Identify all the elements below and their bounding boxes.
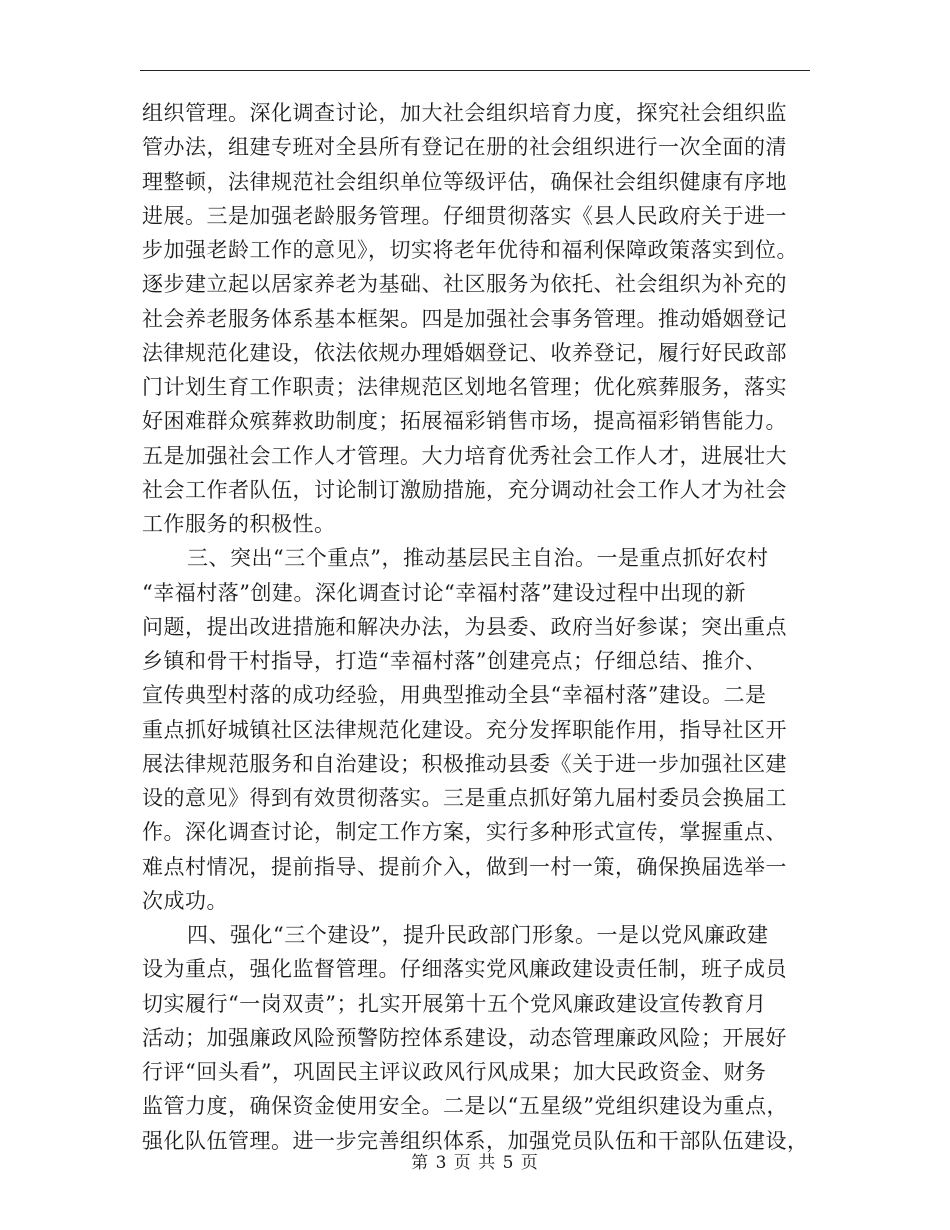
text-line: 行评“回头看”，巩固民主评议政风行风成果；加大民政资金、财务 [142,1060,767,1084]
text-line: 社会工作者队伍，讨论制订激励措施，充分调动社会工作人才为社会 [142,477,787,502]
text-line: 强化队伍管理。进一步完善组织体系，加强党员队伍和干部队伍建设， [142,1128,809,1153]
text-line: 宣传典型村落的成功经验，用典型推动全县“幸福村落”建设。二是 [142,683,767,708]
text-line: 设的意见》得到有效贯彻落实。三是重点抓好第九届村委员会换届工 [142,786,787,810]
paragraph-first-line: 三、突出“三个重点”，推动基层民主自治。一是重点抓好农村 [187,546,769,571]
text-line: 切实履行“一岗双责”；扎实开展第十五个党风廉政建设宣传教育月 [142,991,767,1016]
paragraph-first-line: 四、强化“三个建设”，提升民政部门形象。一是以党风廉政建 [187,923,769,947]
text-line: 乡镇和骨干村指导，打造“幸福村落”创建亮点；仔细总结、推介、 [142,649,767,673]
text-line: 组织管理。深化调查讨论，加大社会组织培育力度，探究社会组织监 [142,101,787,125]
text-line: 法律规范化建设，依法依规办理婚姻登记、收养登记，履行好民政部 [142,340,787,365]
text-line: 管办法，组建专班对全县所有登记在册的社会组织进行一次全面的清 [142,135,787,160]
header-rule [140,70,810,71]
text-line: 工作服务的积极性。 [142,512,336,536]
text-line: 社会养老服务体系基本框架。四是加强社会事务管理。推动婚姻登记 [142,306,787,331]
text-line: 五是加强社会工作人才管理。大力培育优秀社会工作人才，进展壮大 [142,443,787,468]
text-line: 设为重点，强化监督管理。仔细落实党风廉政建设责任制，班子成员 [142,957,787,982]
document-body [142,96,812,1158]
text-line: 活动；加强廉政风险预警防控体系建设，动态管理廉政风险；开展好 [142,1025,787,1050]
text-line: 难点村情况，提前指导、提前介入，做到一村一策，确保换届选举一 [142,854,787,879]
text-line: 好困难群众殡葬救助制度；拓展福彩销售市场，提高福彩销售能力。 [142,409,787,434]
page-number-footer: 第 3 页 共 5 页 [411,1153,539,1173]
text-line: 监管力度，确保资金使用安全。二是以“五星级”党组织建设为重点， [142,1094,788,1119]
text-line: 问题，提出改进措施和解决办法，为县委、政府当好参谋；突出重点 [142,614,787,639]
text-line: 理整顿，法律规范社会组织单位等级评估，确保社会组织健康有序地 [142,169,787,194]
text-line: 进展。三是加强老龄服务管理。仔细贯彻落实《县人民政府关于进一 [142,203,787,228]
text-line: 逐步建立起以居家养老为基础、社区服务为依托、社会组织为补充的 [142,272,787,297]
text-line: “幸福村落”创建。深化调查讨论“幸福村落”建设过程中出现的新 [142,580,746,605]
text-line: 次成功。 [142,888,228,913]
text-line: 重点抓好城镇社区法律规范化建设。充分发挥职能作用，指导社区开 [142,717,787,742]
text-line: 门计划生育工作职责；法律规范区划地名管理；优化殡葬服务，落实 [142,375,787,399]
text-line: 步加强老龄工作的意见》，切实将老年优待和福利保障政策落实到位。 [142,238,798,262]
text-line: 展法律规范服务和自治建设；积极推动县委《关于进一步加强社区建 [142,751,787,776]
text-line: 作。深化调查讨论，制定工作方案，实行多种形式宣传，掌握重点、 [142,820,787,845]
